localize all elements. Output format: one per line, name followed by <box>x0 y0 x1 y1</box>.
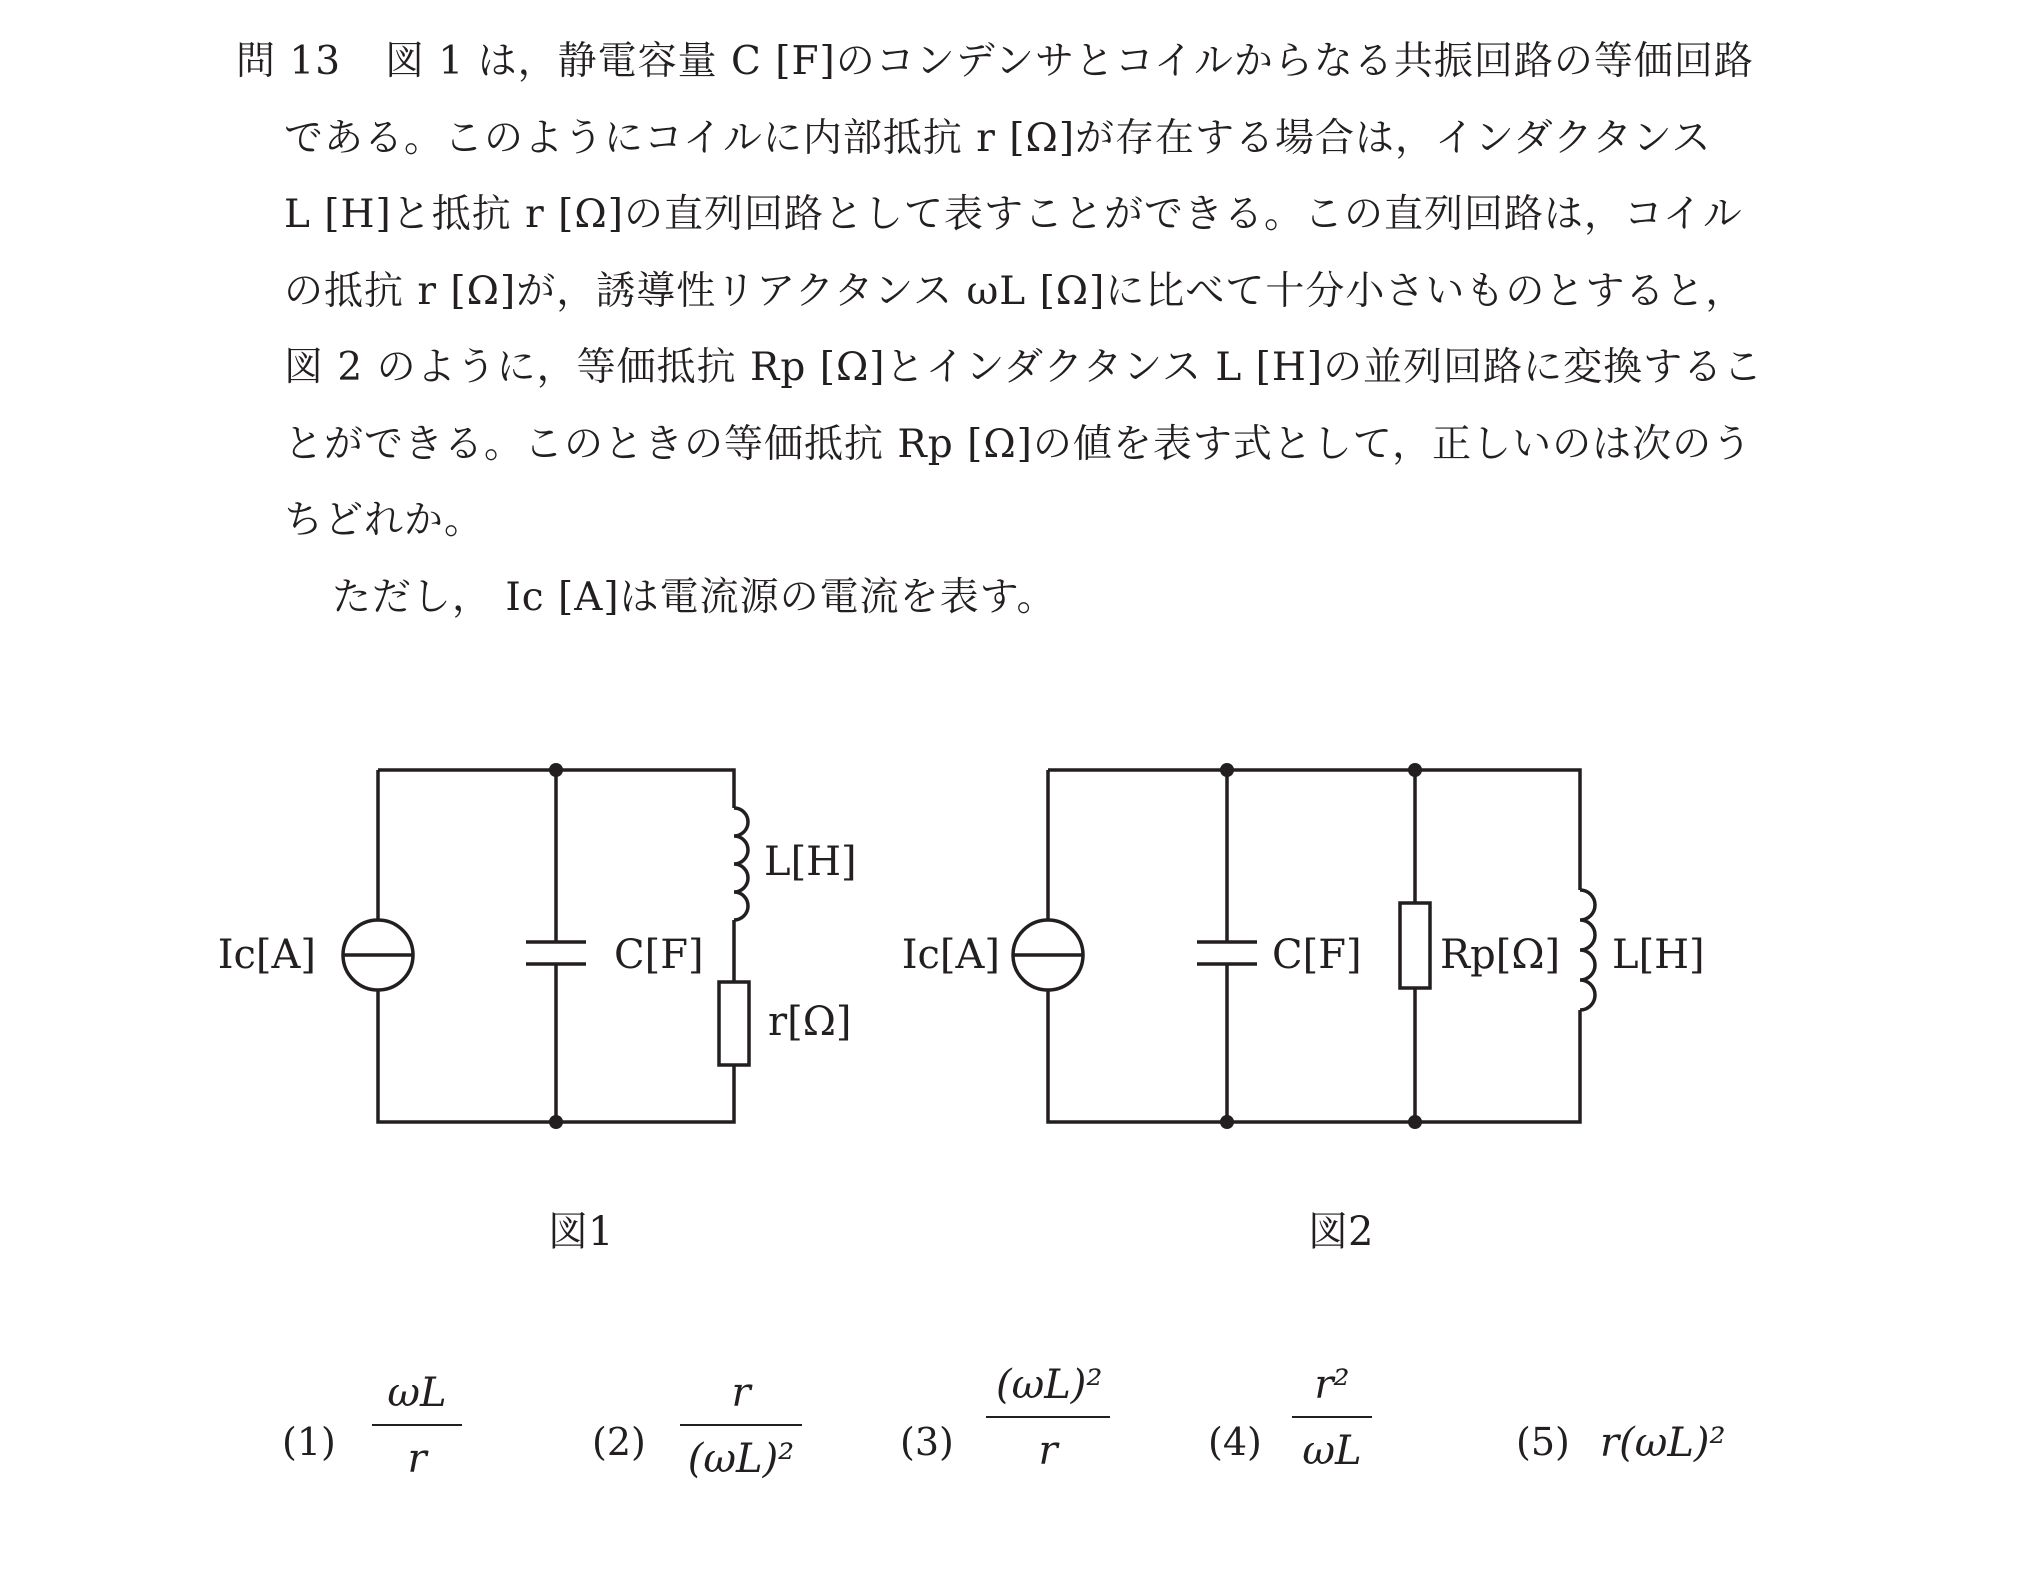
fig1-resistor <box>719 982 749 1065</box>
answer-3-numerator: (ωL)² <box>986 1362 1110 1418</box>
question-line-7: ちどれか。 <box>284 498 485 543</box>
fig2-top-wire <box>1048 770 1580 890</box>
answer-3-fraction <box>986 1362 1110 1474</box>
answer-5-expression: r(ωL)² <box>1600 1420 1726 1466</box>
answer-1-number: (1) <box>282 1420 336 1464</box>
fig1-inductor <box>734 808 748 920</box>
fig2-bottom-wire <box>1048 990 1580 1122</box>
fig1-inductor-label: L[H] <box>764 839 857 885</box>
question-text <box>236 24 1816 636</box>
fig2-resistor <box>1400 903 1430 988</box>
question-line-8: ただし， Ic [A]は電流源の電流を表す。 <box>332 574 1057 620</box>
fig1-node-bottom <box>549 1115 563 1129</box>
fig1-resistor-label: r[Ω] <box>768 999 852 1045</box>
fig2-node-bottom-1 <box>1220 1115 1234 1129</box>
question-line-2: である。このようにコイルに内部抵抗 r [Ω]が存在する場合は，インダクタンス <box>284 115 1712 161</box>
fig1-source-label: Ic[A] <box>217 932 316 978</box>
fig1-capacitor <box>526 770 586 1122</box>
question-line-6: とができる。このときの等価抵抗 Rp [Ω]の値を表す式として，正しいのは次のう <box>284 421 1753 467</box>
fig2-source-label: Ic[A] <box>901 932 1000 978</box>
figure-1-caption: 図1 <box>548 1209 614 1255</box>
fig2-node-bottom-2 <box>1408 1115 1422 1129</box>
fig1-capacitor-label: C[F] <box>614 932 704 978</box>
fig2-inductor-label: L[H] <box>1612 932 1705 978</box>
answer-4-numerator: r² <box>1292 1362 1372 1418</box>
question-line-1-text: 図 1 は，静電容量 C [F]のコンデンサとコイルからなる共振回路の等価回路 <box>385 39 1754 84</box>
answer-4-number: (4) <box>1208 1420 1262 1464</box>
answer-2-denominator: (ωL)² <box>687 1436 795 1482</box>
answer-3-number: (3) <box>900 1420 954 1464</box>
answer-2-numerator: r <box>680 1370 802 1426</box>
fig1-node-top <box>549 763 563 777</box>
answer-5-number: (5) <box>1516 1420 1570 1464</box>
figure-2-caption: 図2 <box>1308 1209 1374 1255</box>
fig2-resistor-label: Rp[Ω] <box>1440 932 1561 978</box>
answer-1-numerator: ωL <box>372 1370 462 1426</box>
question-line-5: 図 2 のように，等価抵抗 Rp [Ω]とインダクタンス L [H]の並列回路に変換するこ <box>284 345 1764 390</box>
answer-4-fraction <box>1292 1362 1372 1474</box>
answer-1-denominator: r <box>407 1436 427 1482</box>
question-number: 問 13 <box>236 39 342 84</box>
answer-1-fraction <box>372 1370 462 1482</box>
circuit-diagrams <box>0 700 2030 1180</box>
fig2-capacitor-label: C[F] <box>1272 932 1362 978</box>
answer-choices <box>0 1362 2030 1530</box>
fig2-node-top-2 <box>1408 763 1422 777</box>
question-line-1 <box>236 24 1816 101</box>
answer-3-denominator: r <box>1038 1428 1058 1474</box>
fig2-capacitor <box>1197 770 1257 1122</box>
question-line-4: の抵抗 r [Ω]が，誘導性リアクタンス ωL [Ω]に比べて十分小さいものとすると， <box>284 268 1746 314</box>
answer-4-denominator: ωL <box>1302 1428 1362 1474</box>
fig2-inductor <box>1580 890 1595 1010</box>
answer-2-fraction <box>680 1370 802 1482</box>
fig2-node-top-1 <box>1220 763 1234 777</box>
question-line-3: L [H]と抵抗 r [Ω]の直列回路として表すことができる。この直列回路は，コイル <box>284 192 1743 237</box>
answer-2-number: (2) <box>592 1420 646 1464</box>
